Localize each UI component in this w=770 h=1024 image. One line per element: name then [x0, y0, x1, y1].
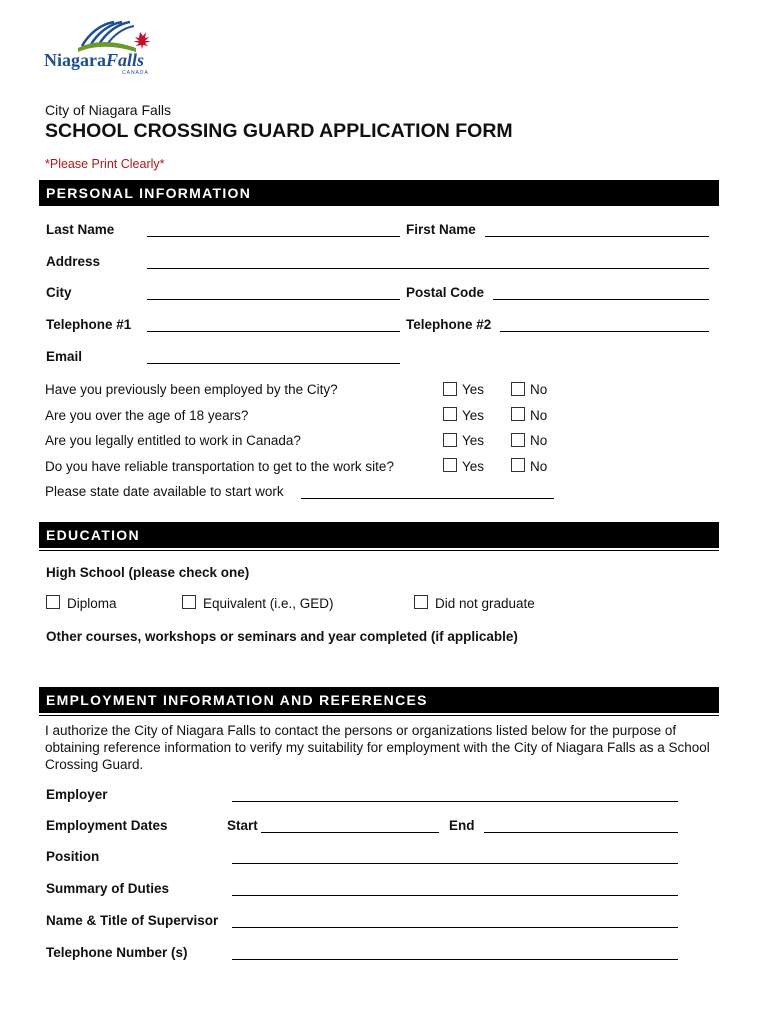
print-clearly-note: *Please Print Clearly* [45, 157, 165, 171]
city-label: City [46, 285, 72, 300]
first-name-field[interactable] [485, 236, 709, 237]
q3-yes-checkbox[interactable] [443, 433, 457, 447]
education-heading: EDUCATION [39, 522, 719, 548]
city-name: City of Niagara Falls [45, 102, 172, 118]
q2-yes-checkbox[interactable] [443, 407, 457, 421]
last-name-label: Last Name [46, 222, 115, 237]
employer-field[interactable] [232, 801, 678, 802]
email-label: Email [46, 349, 83, 364]
q3-yes-label: Yes [462, 433, 485, 448]
q1-yes-label: Yes [462, 382, 485, 397]
q2-no-checkbox[interactable] [511, 407, 525, 421]
position-label: Position [46, 849, 100, 864]
logo-text-canada: CANADA [122, 70, 149, 76]
employment-heading-rule [39, 715, 719, 716]
form-title: SCHOOL CROSSING GUARD APPLICATION FORM [45, 120, 513, 142]
equivalent-label: Equivalent (i.e., GED) [203, 596, 334, 611]
q2-no-label: No [530, 408, 548, 423]
diploma-label: Diploma [67, 596, 117, 611]
telephone-number-label: Telephone Number (s) [46, 945, 188, 960]
logo-text-niagara: Niagara [44, 50, 106, 70]
high-school-label: High School (please check one) [46, 565, 250, 580]
employment-end-field[interactable] [484, 832, 678, 833]
supervisor-field[interactable] [232, 927, 678, 928]
logo-text-falls: Falls [106, 50, 145, 70]
education-heading-rule [39, 550, 719, 551]
email-field[interactable] [147, 363, 400, 364]
telephone2-field[interactable] [500, 331, 709, 332]
authorization-paragraph: I authorize the City of Niagara Falls to contact the persons or organizations listed below for the purpose of obtaining reference information to verify my suitability for employment with the City of Niagara Falls as a School Crossing Guard. [45, 723, 710, 772]
postal-code-field[interactable] [493, 299, 709, 300]
telephone1-field[interactable] [147, 331, 400, 332]
last-name-field[interactable] [147, 236, 400, 237]
not-graduate-checkbox[interactable] [414, 595, 428, 609]
q4-no-label: No [530, 459, 548, 474]
equivalent-checkbox[interactable] [182, 595, 196, 609]
q1-no-checkbox[interactable] [511, 382, 525, 396]
start-date-label: Please state date available to start work [45, 484, 284, 499]
first-name-label: First Name [406, 222, 476, 237]
question-legally-entitled: Are you legally entitled to work in Canada? [45, 433, 301, 448]
q3-no-label: No [530, 433, 548, 448]
telephone-number-field[interactable] [232, 959, 678, 960]
address-field[interactable] [147, 268, 709, 269]
employer-label: Employer [46, 787, 108, 802]
personal-info-heading: PERSONAL INFORMATION [39, 180, 719, 206]
postal-code-label: Postal Code [406, 285, 485, 300]
employment-heading: EMPLOYMENT INFORMATION AND REFERENCES [39, 687, 719, 713]
q2-yes-label: Yes [462, 408, 485, 423]
q1-no-label: No [530, 382, 548, 397]
diploma-checkbox[interactable] [46, 595, 60, 609]
end-label: End [449, 818, 475, 833]
employment-dates-label: Employment Dates [46, 818, 168, 833]
supervisor-label: Name & Title of Supervisor [46, 913, 219, 928]
duties-field[interactable] [232, 895, 678, 896]
niagara-falls-logo [44, 18, 164, 78]
position-field[interactable] [232, 863, 678, 864]
telephone2-label: Telephone #2 [406, 317, 492, 332]
employment-start-field[interactable] [261, 832, 439, 833]
telephone1-label: Telephone #1 [46, 317, 132, 332]
address-label: Address [46, 254, 101, 269]
q3-no-checkbox[interactable] [511, 433, 525, 447]
question-employed-by-city: Have you previously been employed by the City? [45, 382, 338, 397]
q4-no-checkbox[interactable] [511, 458, 525, 472]
question-transportation: Do you have reliable transportation to get to the work site? [45, 459, 394, 474]
not-graduate-label: Did not graduate [435, 596, 535, 611]
q4-yes-label: Yes [462, 459, 485, 474]
q4-yes-checkbox[interactable] [443, 458, 457, 472]
duties-label: Summary of Duties [46, 881, 170, 896]
other-courses-label: Other courses, workshops or seminars and year completed (if applicable) [46, 629, 518, 644]
question-over-18: Are you over the age of 18 years? [45, 408, 249, 423]
q1-yes-checkbox[interactable] [443, 382, 457, 396]
city-field[interactable] [147, 299, 400, 300]
start-date-field[interactable] [301, 498, 554, 499]
start-label: Start [227, 818, 258, 833]
